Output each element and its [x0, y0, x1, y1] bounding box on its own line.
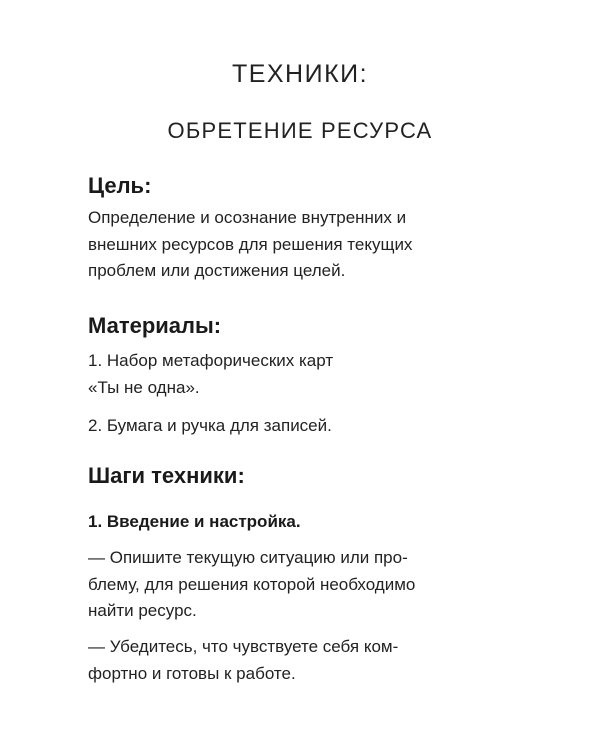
step-1-title: 1. Введение и настройка.	[88, 512, 301, 531]
step-1-line-2: — Убедитесь, что чувствуете себя ком- фортно и готовы к работе.	[88, 637, 399, 683]
step-1-line-1: — Опишите текущую ситуацию или про- блему, для решения которой необходимо найти ресурс.	[88, 548, 416, 620]
steps-heading: Шаги техники:	[88, 463, 245, 488]
goal-heading: Цель:	[88, 173, 152, 198]
page-title: ТЕХНИКИ:	[231, 60, 369, 88]
materials-item-2: 2. Бумага и ручка для записей.	[88, 416, 332, 435]
materials-heading: Материалы:	[88, 313, 222, 338]
materials-item-1: 1. Набор метафорических карт «Ты не одна».	[88, 351, 334, 397]
page-subtitle: ОБРЕТЕНИЕ РЕСУРСА	[167, 118, 433, 143]
goal-text: Определение и осознание внутренних и внешних ресурсов для решения текущих проблем или достижения целей.	[88, 208, 413, 280]
